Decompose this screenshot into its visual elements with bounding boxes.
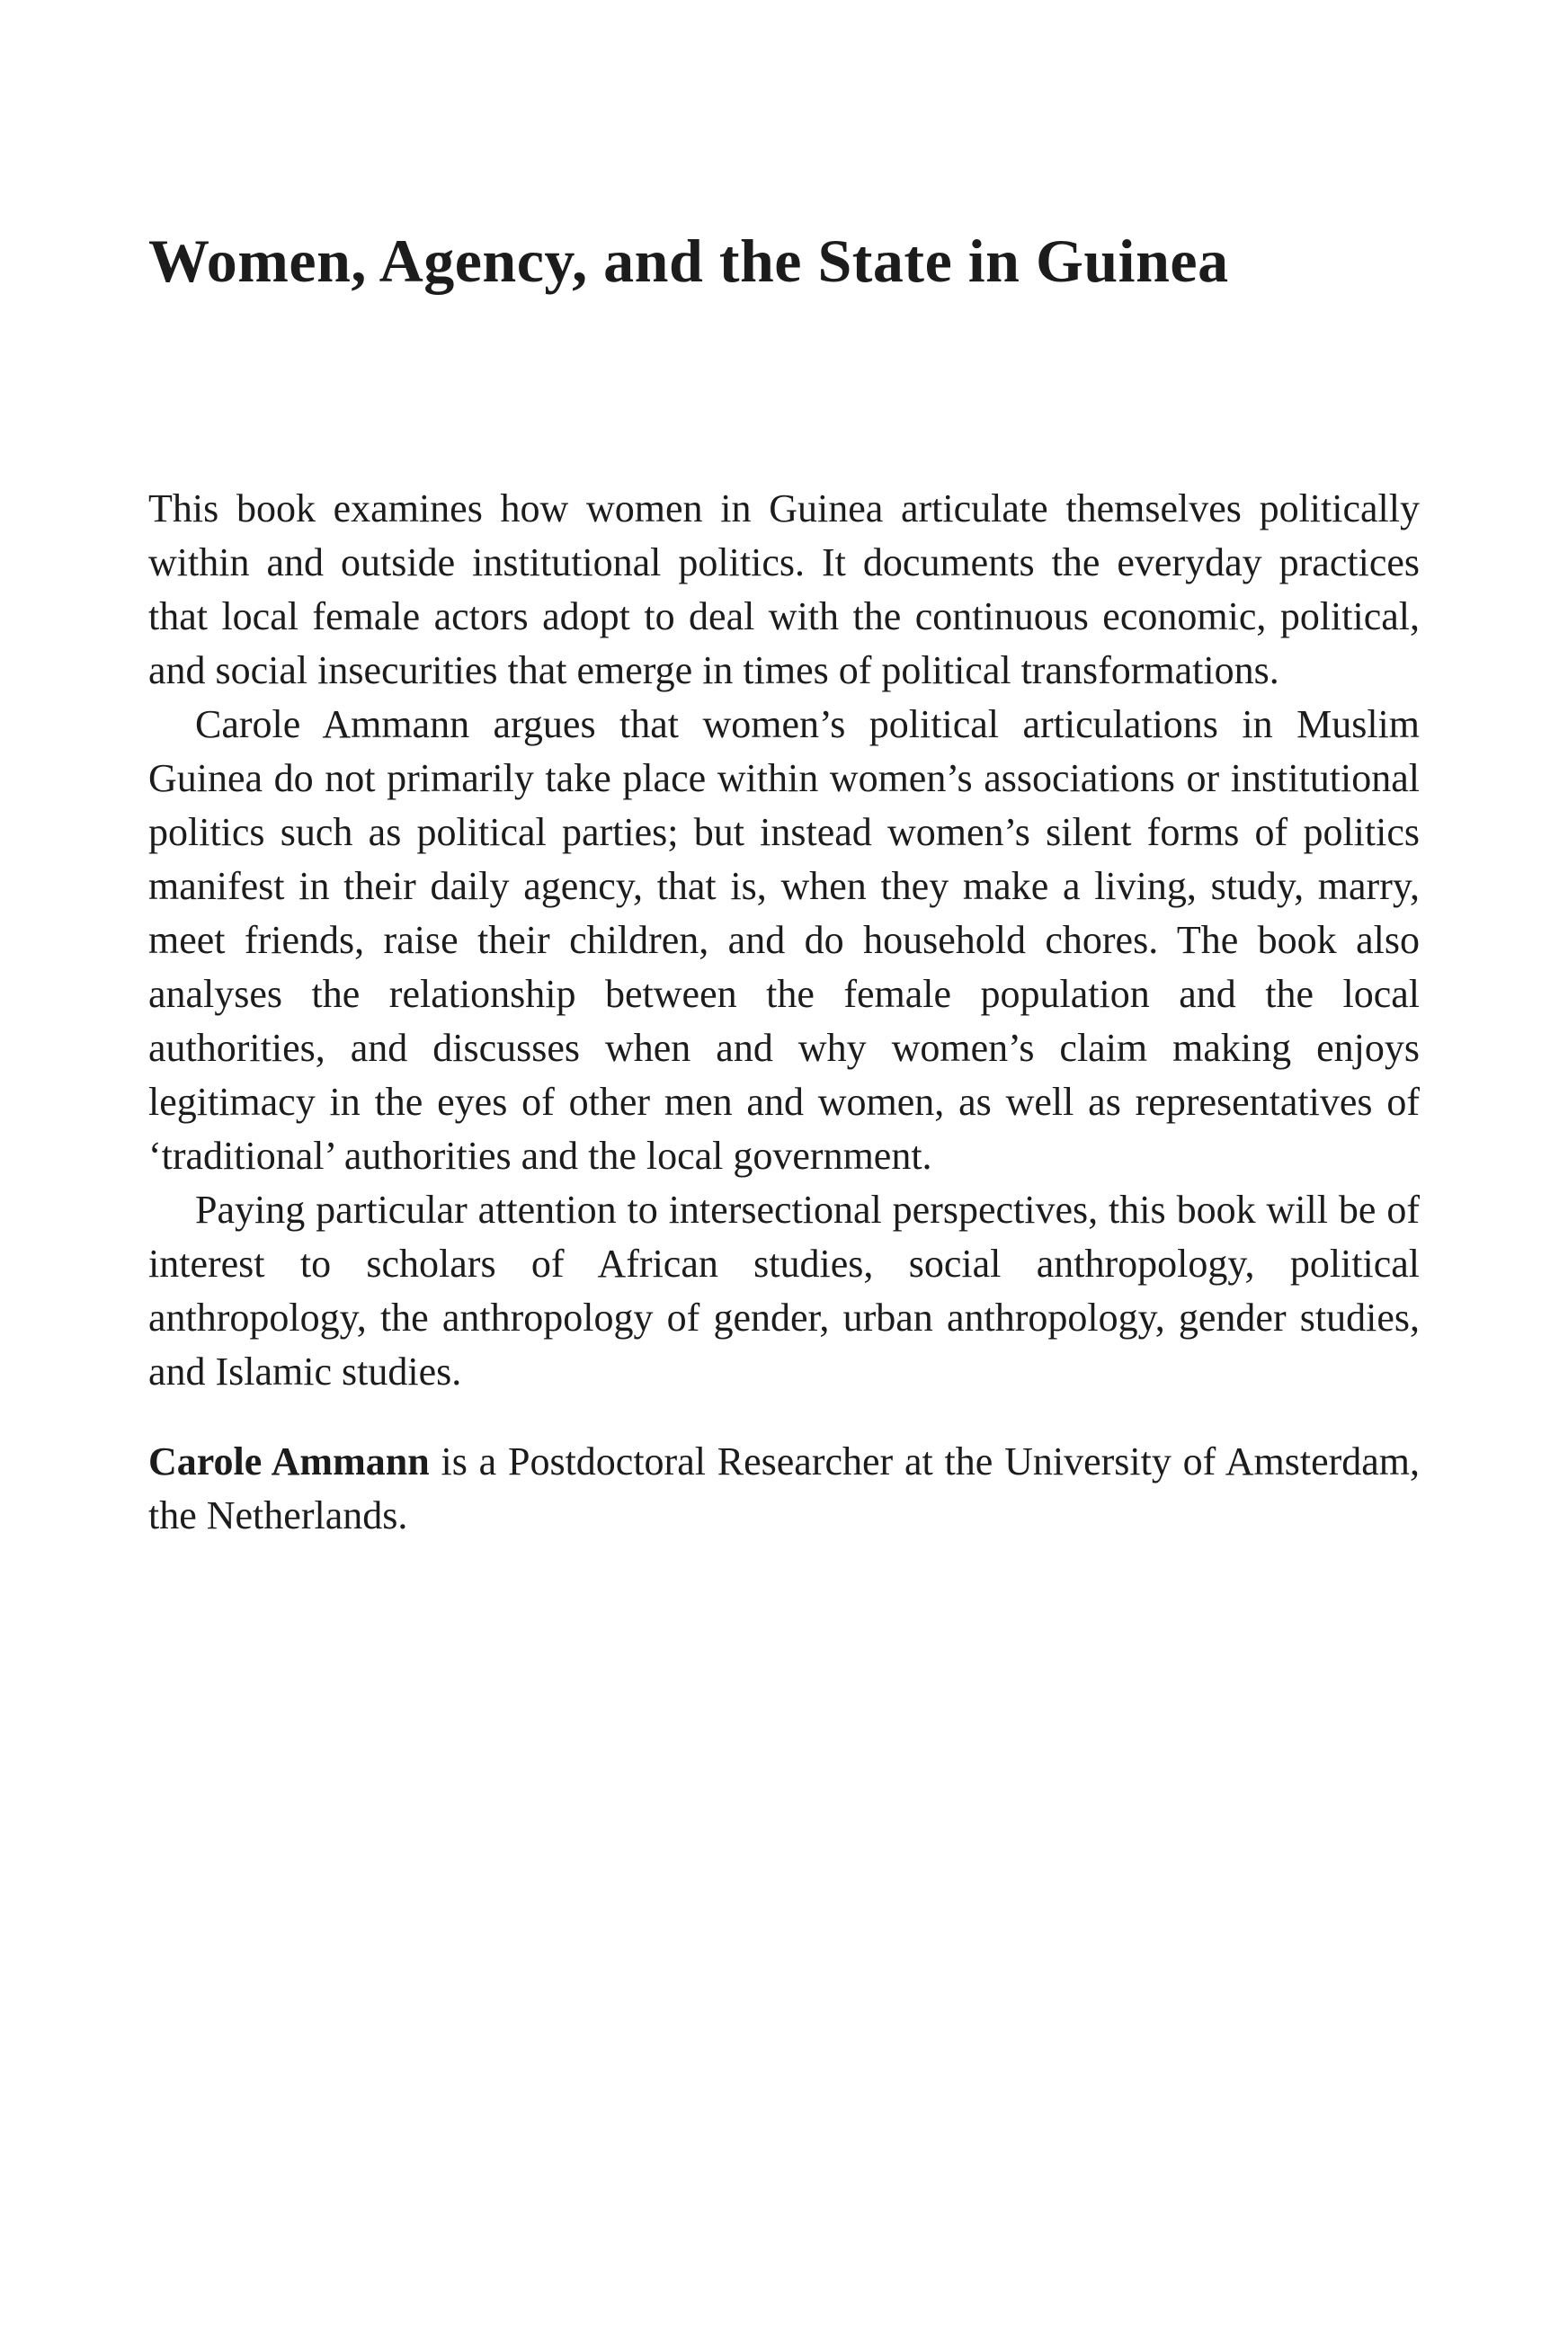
author-name: Carole Ammann [148, 1439, 430, 1483]
description-paragraph-3: Paying particular attention to intersectional perspectives, this book will be of interest to scholars of African studies, social anthropology, political anthropology, the anthropology of gender, urban anthropology, gender studies, and Islamic studies. [148, 1188, 1420, 1394]
book-description [148, 482, 1420, 1399]
description-paragraph-2: Carole Ammann argues that women’s political articulations in Muslim Guinea do not primarily take place within women’s associations or institutional politics such as political parties; but instead women’s silent forms of politics manifest in their daily agency, that is, when they make a living, study, marry, meet friends, raise their children, and do household chores. The book also analyses the relationship between the female population and the local authorities, and discusses when and why women’s claim making enjoys legitimacy in the eyes of other men and women, as well as representatives of ‘traditional’ authorities and the local government. [148, 702, 1420, 1178]
author-bio-text: is a Postdoctoral Researcher at the University of Amsterdam, the Netherlands. [148, 1439, 1421, 1537]
page-content [0, 227, 1568, 1543]
author-bio [148, 1435, 1420, 1543]
book-title: Women, Agency, and the State in Guinea [148, 227, 1229, 295]
description-paragraph-1: This book examines how women in Guinea articulate themselves politically within and outside institutional politics. It documents the everyday practices that local female actors adopt to deal with the continuous economic, political, and social insecurities that emerge in times of political transformations. [148, 486, 1420, 692]
